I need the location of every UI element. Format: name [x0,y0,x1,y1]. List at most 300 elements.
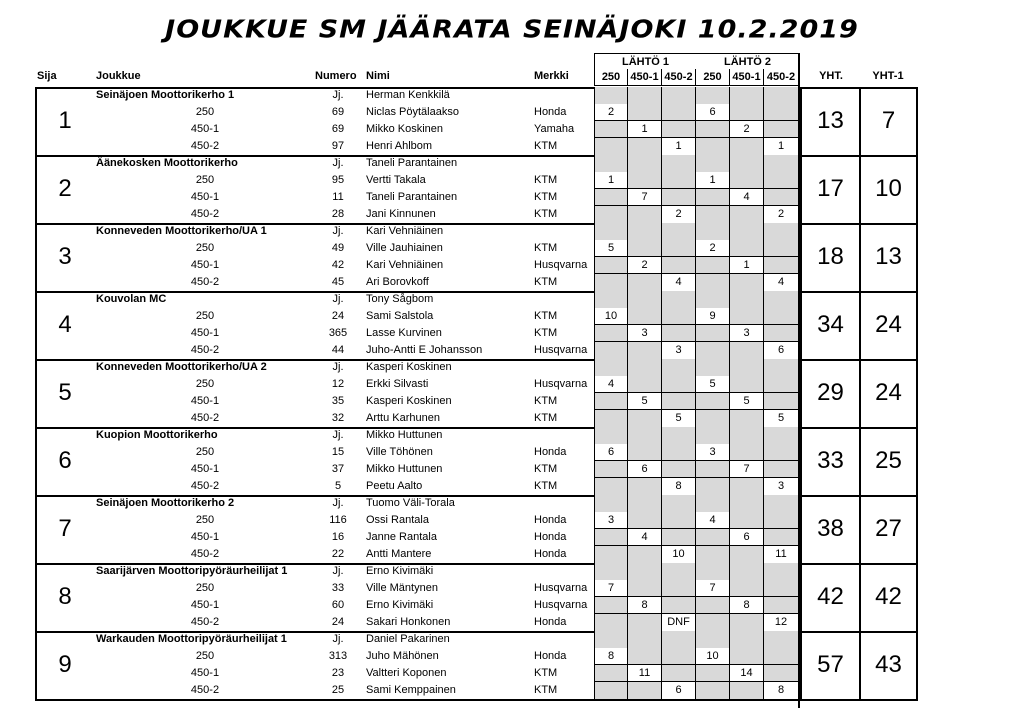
score-cell-empty [764,172,799,189]
score-cell-empty [662,172,696,189]
score-cell-empty [764,87,799,105]
rider-brand: KTM [534,276,558,288]
score-cell-empty [696,665,730,682]
score-cell-empty [662,427,696,445]
score-cell: 7 [696,580,730,597]
score-cell-empty [662,631,696,649]
team-total-minus-one: 42 [875,583,902,610]
score-cell: 5 [628,393,662,410]
rider-class: 250 [195,514,215,526]
rider-class: 450-2 [190,208,220,220]
rider-brand: Honda [534,446,567,458]
score-cell-empty [696,206,730,224]
rider-name: Niclas Pöytälaakso [366,106,459,118]
score-cell: 3 [696,444,730,461]
rider-brand: Husqvarna [534,599,588,611]
score-cell: 2 [696,240,730,257]
header-class-1: 250 [594,69,628,86]
score-cell: 3 [662,342,696,360]
rider-class: 250 [195,446,215,458]
score-cell: 2 [628,257,662,274]
score-cell-empty [764,461,799,478]
team-rank: 6 [58,447,72,474]
rider-number: 16 [331,531,345,543]
score-cell-empty [696,189,730,206]
score-cell-empty [730,648,764,665]
score-cell-empty [730,478,764,496]
score-cell: 10 [696,648,730,665]
rider-number: 11 [332,191,344,203]
team-rank: 4 [58,311,72,338]
score-cell-empty [594,257,628,274]
rider-number: 60 [331,599,345,611]
rider-brand: Husqvarna [534,582,588,594]
score-cell-empty [764,495,799,513]
score-cell-empty [730,546,764,564]
team-total: 33 [817,447,844,474]
team-total-minus-one: 43 [875,651,902,678]
team-leader-number: Jj. [332,633,344,645]
score-cell-empty [696,597,730,614]
rider-class: 450-1 [190,395,220,407]
score-cell-empty [628,410,662,428]
score-cell-empty [628,172,662,189]
score-cell: 1 [662,138,696,156]
rider-class: 450-2 [190,480,220,492]
team-name: Seinäjoen Moottorikerho 1 [96,89,235,101]
score-cell-empty [662,87,696,105]
rider-name: Henri Ahlbom [366,140,433,152]
team-name: Saarijärven Moottoripyöräurheilijat 1 [96,565,288,577]
score-cell-empty [594,665,628,682]
score-cell-empty [628,274,662,292]
score-cell: 3 [764,478,799,496]
rider-brand: KTM [534,174,558,186]
score-cell-empty [730,342,764,360]
score-cell-empty [730,104,764,121]
team-total: 57 [817,651,844,678]
rider-number: 97 [331,140,345,152]
score-cell-empty [696,155,730,173]
score-cell-empty [730,155,764,173]
rider-brand: KTM [534,140,558,152]
team-name: Konneveden Moottorikerho/UA 1 [96,225,267,237]
score-cell-empty [662,291,696,309]
rider-name: Mikko Huttunen [366,463,443,475]
score-cell-empty [594,223,628,241]
rider-name: Erno Kivimäki [366,599,434,611]
score-cell: 7 [594,580,628,597]
header-numero: Numero [315,70,357,82]
score-cell: 3 [730,325,764,342]
team-rank: 5 [58,379,72,406]
score-cell-empty [662,597,696,614]
score-cell: 8 [628,597,662,614]
score-cell-empty [594,529,628,546]
rider-number: 35 [331,395,345,407]
rider-name: Mikko Koskinen [366,123,444,135]
score-cell-empty [730,206,764,224]
score-cell: 2 [662,206,696,224]
score-cell-empty [594,155,628,173]
rider-class: 250 [195,378,215,390]
score-cell-empty [594,427,628,445]
score-cell-empty [730,614,764,632]
rider-brand: KTM [534,463,558,475]
rider-name: Peetu Aalto [366,480,423,492]
score-cell: 11 [764,546,799,564]
score-cell: 1 [594,172,628,189]
score-cell-empty [594,614,628,632]
score-cell-empty [594,274,628,292]
rider-brand: Honda [534,531,567,543]
score-cell-empty [662,461,696,478]
score-cell-empty [662,495,696,513]
rider-brand: KTM [534,480,558,492]
score-cell-empty [628,512,662,529]
score-cell-empty [764,376,799,393]
score-cell-empty [696,291,730,309]
score-cell-empty [594,325,628,342]
team-total: 34 [817,311,844,338]
score-cell-empty [730,359,764,377]
score-cell-empty [662,529,696,546]
score-cell: 6 [764,342,799,360]
rider-number: 24 [331,310,345,322]
rider-brand: KTM [534,327,558,339]
score-cell: 8 [594,648,628,665]
score-cell-empty [628,563,662,581]
score-cell-empty [628,87,662,105]
score-cell: 5 [594,240,628,257]
score-cell-empty [628,427,662,445]
score-cell-empty [696,461,730,478]
score-cell-empty [730,563,764,581]
team-rank: 7 [58,515,72,542]
team-leader-number: Jj. [332,361,344,373]
score-cell-empty [764,563,799,581]
rider-number: 365 [328,327,348,339]
team-rank: 8 [58,583,72,610]
score-cell-empty [730,138,764,156]
rider-number: 28 [331,208,345,220]
team-total: 38 [817,515,844,542]
rider-number: 12 [331,378,345,390]
score-cell: 5 [764,410,799,428]
score-cell-empty [730,682,764,700]
team-name: Warkauden Moottoripyöräurheilijat 1 [96,633,287,645]
rider-class: 250 [195,650,215,662]
rider-name: Kari Vehniäinen [366,259,444,271]
team-leader-name: Kari Vehniäinen [366,225,444,237]
score-cell-empty [628,342,662,360]
team-leader-name: Kasperi Koskinen [366,361,452,373]
score-cell-empty [662,240,696,257]
score-cell-empty [764,665,799,682]
score-cell-empty [730,444,764,461]
score-cell-empty [696,682,730,700]
team-total: 13 [817,107,844,134]
team-total-minus-one: 24 [875,379,902,406]
score-cell-empty [696,257,730,274]
score-cell: 10 [594,308,628,325]
score-cell-empty [628,682,662,700]
score-cell: 1 [696,172,730,189]
rider-name: Ville Töhönen [366,446,433,458]
score-cell-empty [662,257,696,274]
score-cell: 3 [628,325,662,342]
score-cell-empty [594,87,628,105]
score-cell-empty [628,478,662,496]
score-cell-empty [594,563,628,581]
score-cell-empty [730,512,764,529]
header-class-4: 250 [696,69,730,86]
team-total-minus-one: 24 [875,311,902,338]
score-cell-empty [764,291,799,309]
score-cell-empty [594,546,628,564]
team-leader-name: Daniel Pakarinen [366,633,450,645]
team-name: Konneveden Moottorikerho/UA 2 [96,361,267,373]
score-cell-empty [628,648,662,665]
rider-class: 450-1 [190,667,220,679]
team-leader-name: Mikko Huttunen [366,429,443,441]
score-cell: 2 [730,121,764,138]
rider-class: 450-2 [190,276,220,288]
score-cell-empty [662,325,696,342]
header-class-3: 450-2 [662,69,696,86]
score-cell-empty [628,495,662,513]
rider-brand: Honda [534,650,567,662]
divider-vertical [798,53,800,708]
score-cell-empty [594,121,628,138]
score-cell-empty [662,121,696,138]
score-cell-empty [696,631,730,649]
score-cell-empty [696,614,730,632]
score-cell-empty [662,189,696,206]
score-cell-empty [628,138,662,156]
rider-class: 450-2 [190,344,220,356]
score-cell-empty [594,631,628,649]
team-total: 18 [817,243,844,270]
score-cell: 1 [764,138,799,156]
score-cell-empty [628,444,662,461]
rider-class: 450-2 [190,616,220,628]
rider-brand: Honda [534,514,567,526]
score-cell-empty [628,580,662,597]
team-leader-name: Tony Sågbom [366,293,434,305]
rider-name: Sakari Honkonen [366,616,451,628]
score-cell-empty [730,410,764,428]
rider-number: 69 [331,106,345,118]
score-cell-empty [730,631,764,649]
score-cell-empty [730,376,764,393]
score-cell-empty [594,359,628,377]
score-cell-empty [628,104,662,121]
header-nimi: Nimi [366,70,390,82]
rider-class: 450-1 [190,463,220,475]
score-cell-empty [662,665,696,682]
score-cell-empty [730,240,764,257]
score-cell-empty [662,580,696,597]
team-leader-number: Jj. [332,429,344,441]
team-name: Kuopion Moottorikerho [96,429,218,441]
rider-class: 250 [195,174,215,186]
score-cell: 9 [696,308,730,325]
score-cell-empty [696,325,730,342]
score-cell-empty [764,257,799,274]
score-cell-empty [696,121,730,138]
team-rank: 2 [58,175,72,202]
rider-number: 32 [331,412,345,424]
score-cell-empty [764,223,799,241]
score-cell-empty [662,223,696,241]
score-cell-empty [628,155,662,173]
score-cell-empty [594,393,628,410]
rider-brand: Honda [534,548,567,560]
score-cell-empty [764,529,799,546]
team-leader-number: Jj. [332,497,344,509]
score-cell-empty [730,308,764,325]
rider-number: 116 [329,514,347,526]
score-cell-empty [764,393,799,410]
score-cell: DNF [662,614,696,632]
score-cell-empty [662,359,696,377]
rider-brand: Husqvarna [534,259,588,271]
score-cell-empty [764,104,799,121]
header-joukkue: Joukkue [96,70,141,82]
score-cell-empty [730,580,764,597]
team-leader-number: Jj. [332,293,344,305]
rider-number: 45 [331,276,345,288]
rider-brand: Yamaha [534,123,575,135]
score-cell-empty [628,291,662,309]
score-cell-empty [764,444,799,461]
score-cell-empty [730,495,764,513]
rider-name: Ville Jauhiainen [366,242,443,254]
team-leader-name: Taneli Parantainen [366,157,458,169]
rider-name: Antti Mantere [366,548,432,560]
score-cell: 5 [662,410,696,428]
rider-number: 37 [331,463,345,475]
score-cell-empty [594,410,628,428]
score-cell-empty [764,155,799,173]
rider-number: 25 [331,684,345,696]
score-cell-empty [662,393,696,410]
rider-class: 450-2 [190,548,220,560]
score-cell: 4 [764,274,799,292]
rider-brand: KTM [534,310,558,322]
rider-name: Kasperi Koskinen [366,395,452,407]
team-rank: 9 [58,651,72,678]
score-cell: 11 [628,665,662,682]
score-cell-empty [696,478,730,496]
rider-class: 450-2 [190,140,220,152]
team-total: 42 [817,583,844,610]
score-cell-empty [696,427,730,445]
rider-brand: Husqvarna [534,378,588,390]
team-name: Kouvolan MC [96,293,167,305]
team-total-minus-one: 7 [881,107,896,134]
rider-number: 49 [331,242,345,254]
score-cell-empty [696,223,730,241]
rider-class: 450-1 [190,531,220,543]
team-total-minus-one: 13 [875,243,902,270]
score-cell-empty [764,427,799,445]
score-cell-empty [730,427,764,445]
rider-number: 42 [331,259,345,271]
score-cell: 6 [628,461,662,478]
rider-brand: Husqvarna [534,344,588,356]
rider-number: 44 [331,344,345,356]
score-cell-empty [628,614,662,632]
rider-class: 250 [195,582,215,594]
rider-class: 450-2 [190,684,220,696]
score-cell-empty [730,274,764,292]
team-total-minus-one: 27 [875,515,902,542]
rider-name: Vertti Takala [366,174,426,186]
score-cell: 4 [594,376,628,393]
score-cell: 8 [662,478,696,496]
rider-class: 450-1 [190,327,220,339]
rider-number: 69 [331,123,345,135]
rider-name: Ville Mäntynen [366,582,438,594]
score-cell-empty [764,597,799,614]
score-cell-empty [662,512,696,529]
header-lahto2: LÄHTÖ 2 [696,53,800,70]
score-cell: 4 [696,512,730,529]
score-cell: 7 [628,189,662,206]
rider-class: 450-1 [190,259,220,271]
team-name: Seinäjoen Moottorikerho 2 [96,497,235,509]
rider-number: 95 [331,174,345,186]
score-cell: 1 [730,257,764,274]
score-cell: 6 [730,529,764,546]
header-class-5: 450-1 [730,69,764,86]
rider-name: Lasse Kurvinen [366,327,442,339]
header-sija: Sija [37,70,57,82]
score-cell-empty [662,648,696,665]
rider-name: Valtteri Koponen [366,667,447,679]
score-cell: 8 [764,682,799,700]
team-rank: 1 [58,107,72,134]
score-cell-empty [628,546,662,564]
score-cell: 10 [662,546,696,564]
score-cell-empty [594,189,628,206]
score-cell-empty [696,495,730,513]
score-cell-empty [696,359,730,377]
rider-number: 24 [331,616,345,628]
score-cell: 3 [594,512,628,529]
rider-name: Sami Salstola [366,310,434,322]
score-cell: 14 [730,665,764,682]
rider-name: Arttu Karhunen [366,412,440,424]
rider-name: Juho-Antti E Johansson [366,344,483,356]
team-rank: 3 [58,243,72,270]
header-class-2: 450-1 [628,69,662,86]
score-cell-empty [764,359,799,377]
score-cell-empty [594,682,628,700]
rider-name: Juho Mähönen [366,650,439,662]
score-cell-empty [764,512,799,529]
score-cell: 6 [696,104,730,121]
score-cell-empty [594,291,628,309]
team-total-minus-one: 10 [875,175,902,202]
score-cell-empty [764,325,799,342]
rider-brand: Honda [534,616,567,628]
score-cell: 6 [594,444,628,461]
score-cell-empty [594,597,628,614]
score-cell-empty [730,172,764,189]
